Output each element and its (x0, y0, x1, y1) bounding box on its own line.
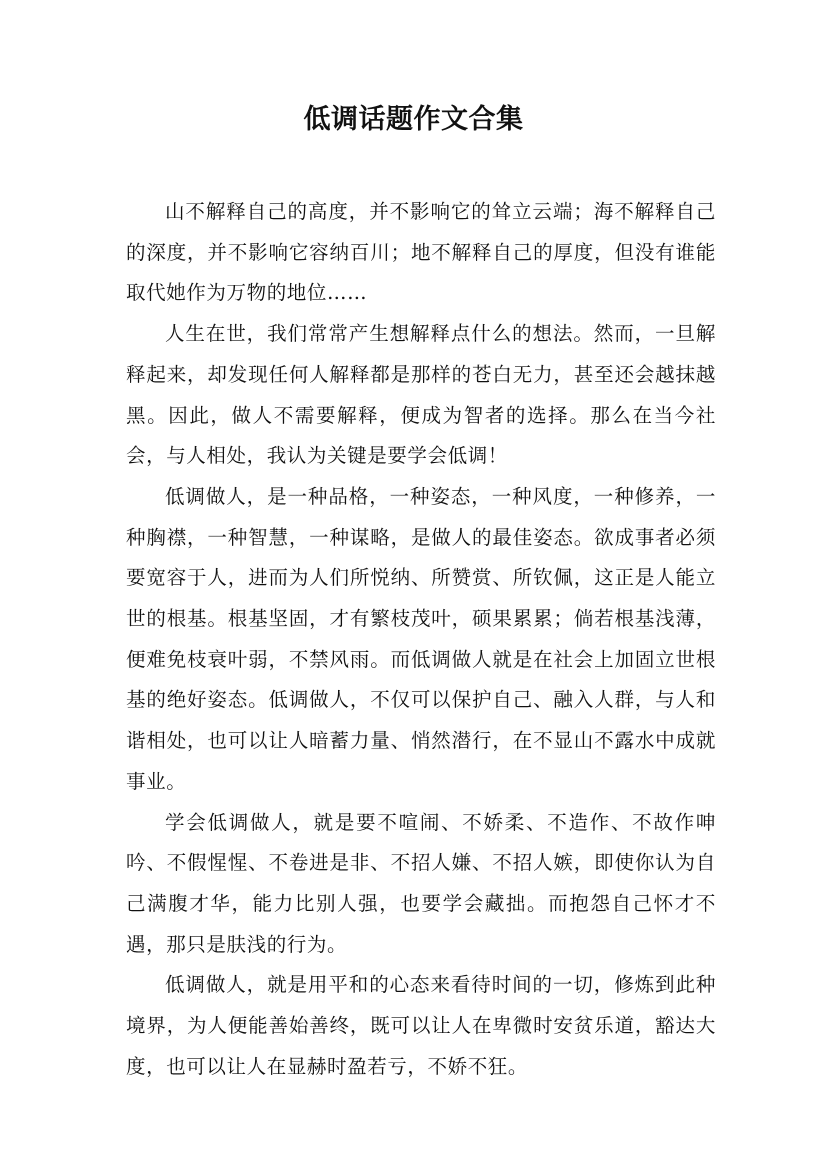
paragraph-5: 低调做人，就是用平和的心态来看待时间的一切，修炼到此种境界，为人便能善始善终，既可以让人在卑微时安贫乐道，豁达大度，也可以让人在显赫时盈若亏，不娇不狂。 (126, 973, 716, 1078)
paragraph-3: 低调做人，是一种品格，一种姿态，一种风度，一种修养，一种胸襟，一种智慧，一种谋略，是做人的最佳姿态。欲成事者必须要宽容于人，进而为人们所悦纳、所赞赏、所钦佩，这正是人能立世的根基。根基坚固，才有繁枝茂叶，硕果累累；倘若根基浅薄，便难免枝衰叶弱，不禁风雨。而低调做人就是在社会上加固立世根基的绝好姿态。低调做人，不仅可以保护自己、融入人群，与人和谐相处，也可以让人暗蓄力量、悄然潜行，在不显山不露水中成就事业。 (126, 484, 716, 793)
document-title: 低调话题作文合集 (303, 104, 524, 135)
paragraph-2: 人生在世，我们常常产生想解释点什么的想法。然而，一旦解释起来，却发现任何人解释都是那样的苍白无力，甚至还会越抹越黑。因此，做人不需要解释，便成为智者的选择。那么在当今社会，与人相处，我认为关键是要学会低调！ (126, 322, 716, 468)
paragraph-1: 山不解释自己的高度，并不影响它的耸立云端；海不解释自己的深度，并不影响它容纳百川；地不解释自己的厚度，但没有谁能取代她作为万物的地位…… (126, 200, 716, 305)
document-body (126, 192, 716, 1087)
paragraph-4: 学会低调做人，就是要不喧闹、不娇柔、不造作、不故作呻吟、不假惺惺、不卷进是非、不招人嫌、不招人嫉，即使你认为自己满腹才华，能力比别人强，也要学会藏拙。而抱怨自己怀才不遇，那只是肤浅的行为。 (126, 810, 716, 956)
